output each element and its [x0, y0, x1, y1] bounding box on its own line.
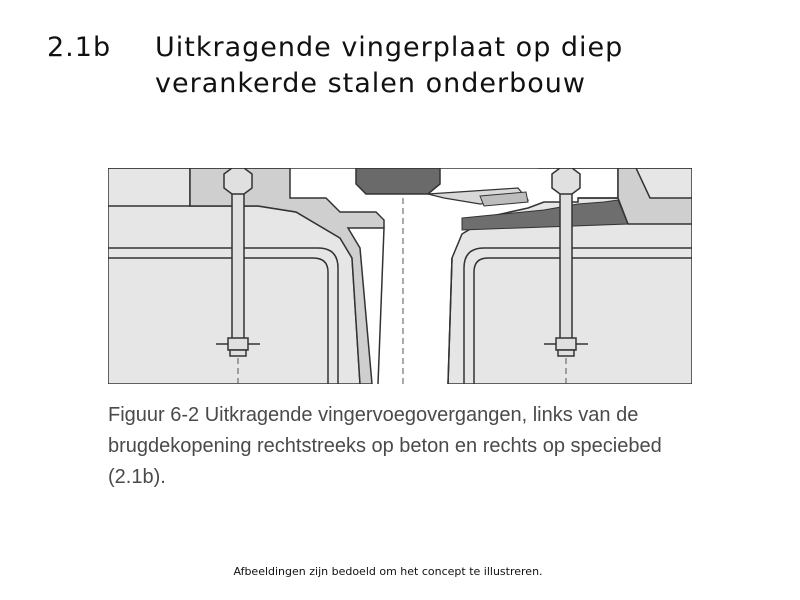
footnote: Afbeeldingen zijn bedoeld om het concept te illustreren.: [233, 565, 543, 578]
section-title: Uitkragende vingerplaat op diep verankerde stalen onderbouw: [155, 32, 624, 99]
finger-plate-center: [356, 168, 440, 194]
figure-caption: Figuur 6-2 Uitkragende vingervoegovergangen, links van de brugdekopening rechtstreeks op beton en rechts op speciebed (2.1b).: [108, 404, 662, 488]
section-number: 2.1b: [47, 32, 112, 63]
expansion-joint-figure: [108, 168, 692, 384]
